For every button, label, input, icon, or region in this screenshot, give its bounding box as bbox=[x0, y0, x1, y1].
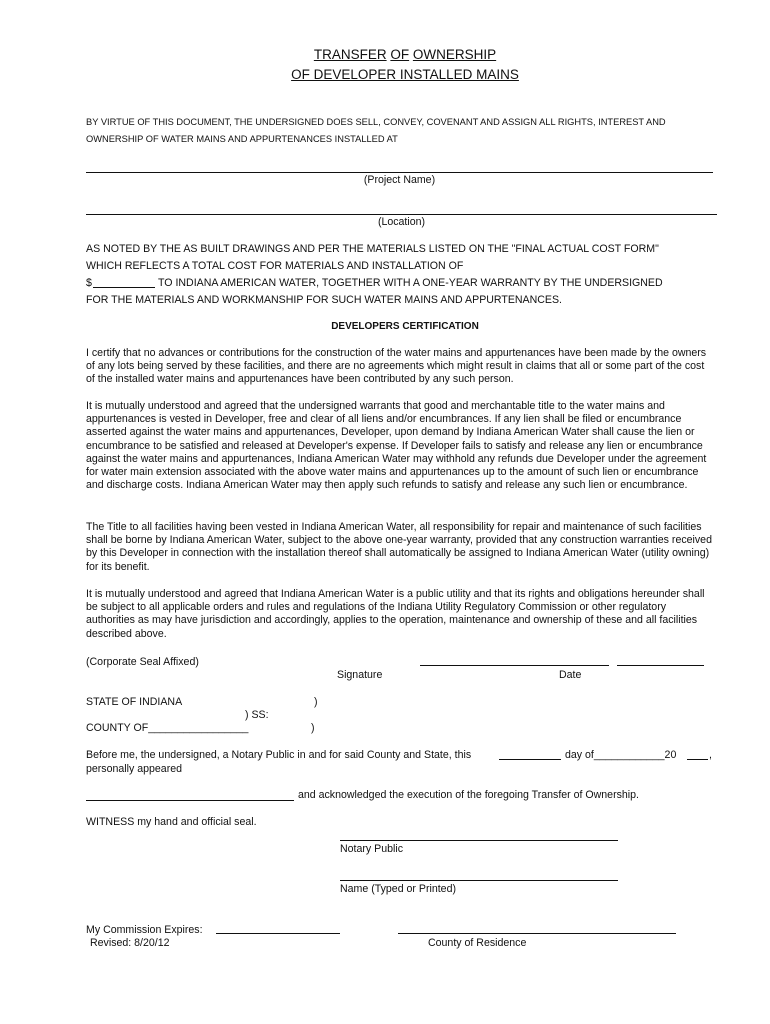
as-noted-line-4: FOR THE MATERIALS AND WORKMANSHIP FOR SUCH WATER MAINS AND APPURTENANCES. bbox=[86, 294, 562, 306]
appeared-name-line[interactable] bbox=[86, 800, 294, 801]
paragraph-no-advances: I certify that no advances or contributions for the construction of the water mains and appurtenances have been made by the owners of any lots being served by these facilities, and there are no agreements which might result in claims that all or some part of the cost of the installed water mains and appurtenances have been contributed by any such person. bbox=[86, 347, 707, 386]
title-line-1 bbox=[0, 47, 770, 62]
name-typed-line[interactable] bbox=[340, 880, 618, 881]
title-word-ownership: OWNERSHIP bbox=[412, 47, 497, 62]
total-cost-blank[interactable] bbox=[93, 287, 155, 288]
project-name-caption: (Project Name) bbox=[363, 174, 436, 186]
as-noted-line-2: WHICH REFLECTS A TOTAL COST FOR MATERIALS AND INSTALLATION OF bbox=[86, 260, 464, 272]
witness-text: WITNESS my hand and official seal. bbox=[86, 816, 257, 828]
dollar-sign: $ bbox=[86, 277, 92, 289]
commission-expires-line[interactable] bbox=[216, 933, 340, 934]
year-comma: , bbox=[709, 749, 712, 761]
before-me-text: Before me, the undersigned, a Notary Public in and for said County and State, this bbox=[86, 749, 472, 761]
county-paren: ) bbox=[311, 722, 315, 734]
location-caption: (Location) bbox=[377, 216, 426, 228]
day-of-text: day of____________20 bbox=[565, 749, 677, 761]
county-label: COUNTY OF_________________ bbox=[86, 722, 249, 734]
intro-line-1: BY VIRTUE OF THIS DOCUMENT, THE UNDERSIGNED DOES SELL, CONVEY, COVENANT AND ASSIGN ALL RIGHTS, INTEREST AND bbox=[86, 117, 666, 127]
state-label: STATE OF INDIANA bbox=[86, 696, 183, 708]
paragraph-merchantable-title: It is mutually understood and agreed that the undersigned warrants that good and merchantable title to the water mains and appurtenances is vested in Developer, free and clear of all liens and/or encumbrances. If any lien shall be filed or encumbrance asserted against the water mains and appurtenances, Developer, upon demand by Indiana American Water shall cause the lien or encumbrance to be satisfied and released at Developer's expense. If Developer fails to satisfy and release any lien or encumbrance against the water mains and appurtenances, Indiana American Water may withhold any refunds due Developer under the agreement for water main extension associated with the above water mains and appurtenances up to the amount of such lien or encumbrance and discharge costs. Indiana American Water may then apply such refunds to satisfy and release any such lien or encumbrance. bbox=[86, 400, 707, 492]
signature-label: Signature bbox=[337, 669, 383, 681]
commission-expires-label: My Commission Expires: bbox=[86, 924, 203, 936]
name-typed-label: Name (Typed or Printed) bbox=[340, 883, 456, 895]
certification-heading: DEVELOPERS CERTIFICATION bbox=[331, 321, 479, 332]
location-line[interactable] bbox=[86, 214, 717, 215]
date-label: Date bbox=[559, 669, 582, 681]
paragraph-title-vested: The Title to all facilities having been vested in Indiana American Water, all responsibility for repair and maintenance of such facilities shall be borne by Indiana American Water, subject to the above one-year warranty, provided that any construction warranties received by this Developer in connection with the installation thereof shall automatically be assigned to Indiana American Water (utility owning) for its benefit. bbox=[86, 521, 712, 573]
county-residence-line[interactable] bbox=[398, 933, 676, 934]
title-word-of: OF bbox=[390, 47, 410, 62]
notary-signature-line[interactable] bbox=[340, 840, 618, 841]
paragraph-public-utility: It is mutually understood and agreed that Indiana American Water is a public utility and that its rights and obligations hereunder shall be subject to all applicable orders and rules and regulations of the Indiana Utility Regulatory Commission or other regulatory authorities as may have jurisdiction and accordingly, applies to the operation, maintenance and ownership of these and all facilities described above. bbox=[86, 588, 705, 640]
county-residence-label: County of Residence bbox=[428, 937, 527, 949]
as-noted-line-1: AS NOTED BY THE AS BUILT DRAWINGS AND PER THE MATERIALS LISTED ON THE "FINAL ACTUAL COST FORM" bbox=[86, 243, 659, 255]
signature-line[interactable] bbox=[420, 665, 609, 666]
date-line[interactable] bbox=[617, 665, 704, 666]
year-blank[interactable] bbox=[687, 759, 708, 760]
corporate-seal-label: (Corporate Seal Affixed) bbox=[86, 656, 199, 668]
title-line-2: OF DEVELOPER INSTALLED MAINS bbox=[291, 67, 519, 82]
revised-date: Revised: 8/20/12 bbox=[90, 937, 170, 949]
acknowledged-text: and acknowledged the execution of the foregoing Transfer of Ownership. bbox=[298, 789, 639, 801]
notary-public-label: Notary Public bbox=[340, 843, 403, 855]
state-paren: ) bbox=[314, 696, 318, 708]
day-blank[interactable] bbox=[499, 759, 561, 760]
intro-line-2: OWNERSHIP OF WATER MAINS AND APPURTENANCES INSTALLED AT bbox=[86, 134, 398, 144]
title-word-transfer: TRANSFER bbox=[313, 47, 387, 62]
personally-appeared-text: personally appeared bbox=[86, 763, 183, 775]
as-noted-line-3: TO INDIANA AMERICAN WATER, TOGETHER WITH A ONE-YEAR WARRANTY BY THE UNDERSIGNED bbox=[158, 277, 663, 289]
ss-label: ) SS: bbox=[245, 709, 269, 721]
project-name-line[interactable] bbox=[86, 172, 713, 173]
